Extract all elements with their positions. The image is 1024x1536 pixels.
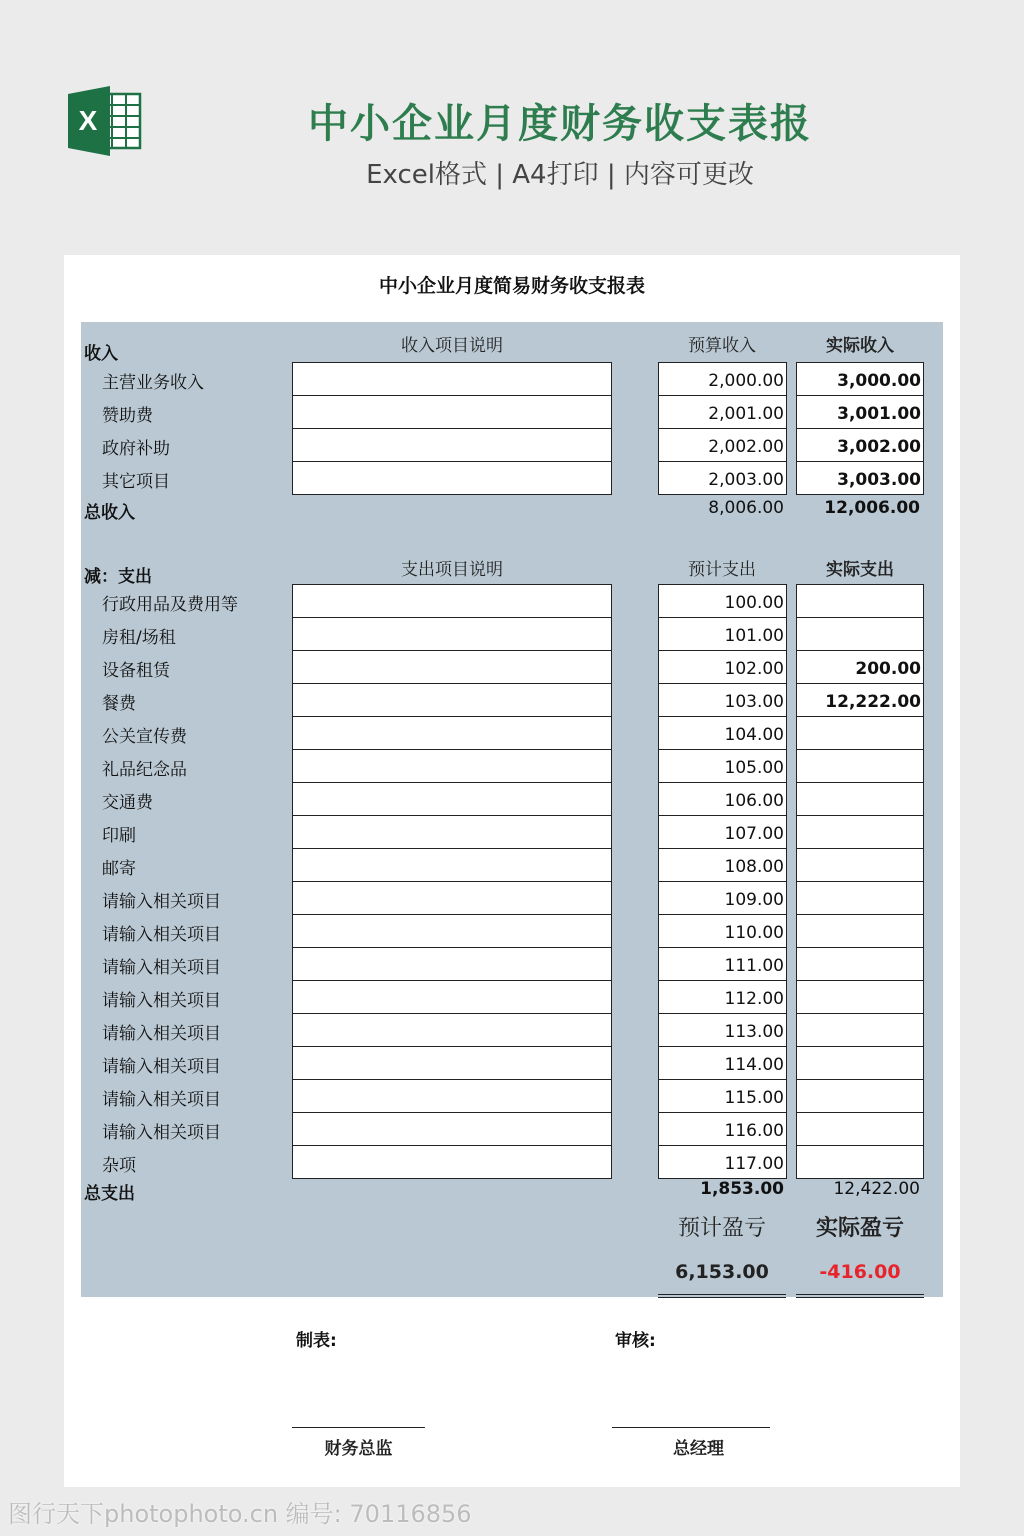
- income-desc-header: 收入项目说明: [401, 336, 503, 356]
- income-row-label: 其它项目: [102, 472, 170, 492]
- actual-profit-value: -416.00: [819, 1261, 901, 1283]
- income-total-label: 总收入: [84, 503, 135, 523]
- expense-actual-cell[interactable]: [796, 1145, 924, 1179]
- expense-row-label: 请输入相关项目: [102, 1090, 221, 1110]
- expense-description-input[interactable]: [292, 914, 612, 948]
- expense-section-label: 减：支出: [84, 567, 152, 587]
- expense-description-input[interactable]: [292, 749, 612, 783]
- expense-desc-header: 支出项目说明: [401, 560, 503, 580]
- expense-actual-value: 12,222.00: [825, 692, 921, 712]
- expense-budget-value: 117.00: [724, 1154, 784, 1174]
- expense-row-label: 交通费: [102, 793, 153, 813]
- expense-actual-cell[interactable]: [796, 914, 924, 948]
- income-description-input[interactable]: [292, 362, 612, 396]
- income-actual-value: 3,002.00: [837, 437, 921, 457]
- income-budget-value: 2,002.00: [708, 437, 784, 457]
- income-actual-header: 实际收入: [826, 336, 894, 356]
- expense-actual-cell[interactable]: [796, 716, 924, 750]
- cfo-label: 财务总监: [324, 1439, 393, 1459]
- expense-budget-value: 102.00: [724, 659, 784, 679]
- expense-actual-cell[interactable]: [796, 782, 924, 816]
- income-row-label: 赞助费: [102, 406, 153, 426]
- expense-description-input[interactable]: [292, 1079, 612, 1113]
- income-row-label: 政府补助: [102, 439, 170, 459]
- income-actual-value: 3,001.00: [837, 404, 921, 424]
- expense-row-label: 请输入相关项目: [102, 925, 221, 945]
- expense-description-input[interactable]: [292, 650, 612, 684]
- expense-budget-value: 109.00: [724, 890, 784, 910]
- expense-actual-cell[interactable]: [796, 848, 924, 882]
- expense-row-label: 行政用品及费用等: [102, 595, 238, 615]
- expense-total-label: 总支出: [84, 1184, 135, 1204]
- expense-actual-value: 200.00: [855, 659, 921, 679]
- budget-profit-label: 预计盈亏: [677, 1216, 766, 1241]
- expense-actual-cell[interactable]: [796, 617, 924, 651]
- expense-description-input[interactable]: [292, 782, 612, 816]
- expense-budget-value: 115.00: [724, 1088, 784, 1108]
- page-subtitle: Excel格式 | A4打印 | 内容可更改: [366, 160, 754, 190]
- expense-row-label: 请输入相关项目: [102, 991, 221, 1011]
- gm-label: 总经理: [673, 1439, 724, 1459]
- income-budget-header: 预算收入: [688, 336, 756, 356]
- expense-budget-header: 预计支出: [688, 560, 756, 580]
- expense-actual-cell[interactable]: [796, 881, 924, 915]
- expense-row-label: 公关宣传费: [102, 727, 187, 747]
- expense-actual-cell[interactable]: [796, 1046, 924, 1080]
- expense-actual-cell[interactable]: [796, 947, 924, 981]
- expense-actual-cell[interactable]: [796, 980, 924, 1014]
- expense-budget-value: 113.00: [724, 1022, 784, 1042]
- budget-profit-underline: [658, 1294, 786, 1298]
- income-budget-value: 2,003.00: [708, 470, 784, 490]
- expense-actual-header: 实际支出: [826, 560, 894, 580]
- expense-budget-value: 110.00: [724, 923, 784, 943]
- expense-actual-cell[interactable]: [796, 1079, 924, 1113]
- expense-description-input[interactable]: [292, 1046, 612, 1080]
- expense-budget-value: 104.00: [724, 725, 784, 745]
- expense-total-actual: 12,422.00: [833, 1179, 920, 1199]
- expense-row-label: 杂项: [102, 1156, 136, 1176]
- income-total-actual: 12,006.00: [824, 498, 920, 518]
- excel-logo-letter: X: [78, 105, 98, 136]
- income-section-label: 收入: [84, 344, 118, 364]
- report-sheet: [64, 255, 960, 1487]
- reviewed-by-label: 审核:: [615, 1331, 656, 1351]
- expense-row-label: 房租/场租: [102, 628, 176, 648]
- income-total-budget: 8,006.00: [708, 498, 784, 518]
- expense-row-label: 礼品纪念品: [102, 760, 187, 780]
- income-actual-value: 3,000.00: [837, 371, 921, 391]
- excel-icon: [68, 86, 142, 156]
- expense-description-input[interactable]: [292, 1112, 612, 1146]
- page-title: 中小企业月度财务收支表报: [308, 101, 812, 147]
- expense-description-input[interactable]: [292, 947, 612, 981]
- expense-description-input[interactable]: [292, 716, 612, 750]
- expense-row-label: 请输入相关项目: [102, 1123, 221, 1143]
- expense-actual-cell[interactable]: [796, 1013, 924, 1047]
- expense-budget-value: 116.00: [724, 1121, 784, 1141]
- cfo-signature-line[interactable]: [292, 1427, 425, 1428]
- expense-budget-value: 103.00: [724, 692, 784, 712]
- expense-row-label: 请输入相关项目: [102, 958, 221, 978]
- expense-total-budget: 1,853.00: [700, 1179, 784, 1199]
- income-description-input[interactable]: [292, 428, 612, 462]
- expense-description-input[interactable]: [292, 617, 612, 651]
- expense-actual-cell[interactable]: [796, 1112, 924, 1146]
- expense-description-input[interactable]: [292, 1145, 612, 1179]
- income-description-input[interactable]: [292, 461, 612, 495]
- expense-row-label: 印刷: [102, 826, 136, 846]
- expense-budget-value: 112.00: [724, 989, 784, 1009]
- income-budget-value: 2,001.00: [708, 404, 784, 424]
- income-description-input[interactable]: [292, 395, 612, 429]
- expense-description-input[interactable]: [292, 815, 612, 849]
- made-by-label: 制表:: [296, 1331, 337, 1351]
- expense-description-input[interactable]: [292, 1013, 612, 1047]
- expense-description-input[interactable]: [292, 584, 612, 618]
- expense-budget-value: 111.00: [724, 956, 784, 976]
- expense-budget-value: 101.00: [724, 626, 784, 646]
- income-actual-value: 3,003.00: [837, 470, 921, 490]
- expense-description-input[interactable]: [292, 848, 612, 882]
- expense-description-input[interactable]: [292, 881, 612, 915]
- income-row-label: 主营业务收入: [102, 373, 204, 393]
- expense-description-input[interactable]: [292, 683, 612, 717]
- expense-row-label: 餐费: [102, 694, 136, 714]
- actual-profit-underline: [796, 1294, 924, 1298]
- expense-row-label: 请输入相关项目: [102, 892, 221, 912]
- expense-row-label: 邮寄: [102, 859, 136, 879]
- sheet-title: 中小企业月度简易财务收支报表: [378, 275, 645, 297]
- expense-budget-value: 114.00: [724, 1055, 784, 1075]
- watermark: 图行天下photophoto.cn 编号: 70116856: [8, 1500, 472, 1528]
- expense-actual-cell[interactable]: [796, 749, 924, 783]
- expense-budget-value: 107.00: [724, 824, 784, 844]
- expense-actual-cell[interactable]: [796, 584, 924, 618]
- expense-row-label: 请输入相关项目: [102, 1024, 221, 1044]
- actual-profit-label: 实际盈亏: [815, 1216, 904, 1241]
- expense-budget-value: 106.00: [724, 791, 784, 811]
- expense-description-input[interactable]: [292, 980, 612, 1014]
- income-budget-value: 2,000.00: [708, 371, 784, 391]
- expense-row-label: 请输入相关项目: [102, 1057, 221, 1077]
- expense-budget-value: 105.00: [724, 758, 784, 778]
- gm-signature-line[interactable]: [612, 1427, 770, 1428]
- expense-actual-cell[interactable]: [796, 815, 924, 849]
- expense-budget-value: 108.00: [724, 857, 784, 877]
- expense-budget-value: 100.00: [724, 593, 784, 613]
- expense-row-label: 设备租赁: [102, 661, 170, 681]
- budget-profit-value: 6,153.00: [675, 1261, 769, 1283]
